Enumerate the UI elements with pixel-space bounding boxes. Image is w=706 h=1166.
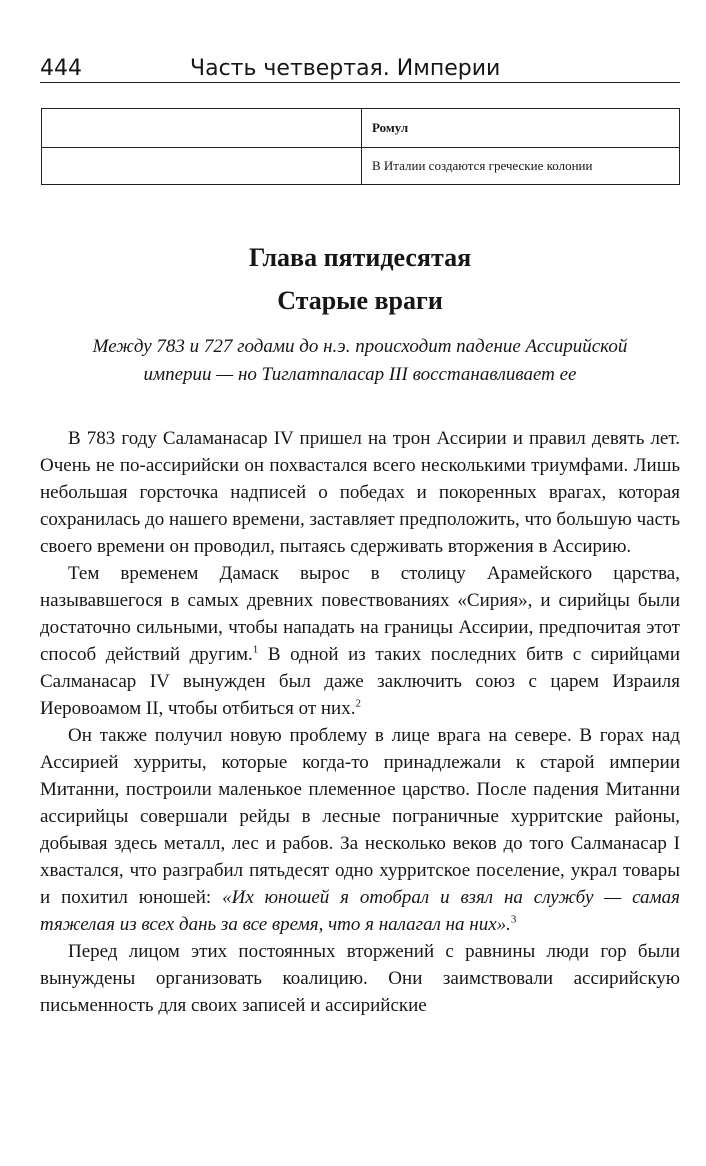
page-number: 444 [40, 56, 82, 81]
paragraph-text: Тем временем Дамаск вырос в столицу Арамейского царства, называвшегося в самых древних повествованиях «Сирия», и сирийцы были достаточно сильными, чтобы нападать на границы Ассирии, предпочитая этот способ действий другим. [40, 563, 680, 665]
table-row [42, 148, 680, 185]
running-header [40, 40, 680, 80]
chapter-epigraph: Между 783 и 727 годами до н.э. происходит падение Ассирийской империи — но Тиглатпаласар III восстанавливает ее [92, 336, 628, 385]
paragraph-text: В 783 году Саламанасар IV пришел на трон Ассирии и правил девять лет. Очень не по-ассирийски он похвастался всего несколькими триумфами. Лишь небольшая горсточка надписей о победах и покоренных врагах, которая сохранилась до нашего времени, заставляет предположить, что большую часть своего времени он проводил, пытаясь сдерживать вторжения в Ассирию. [40, 428, 680, 557]
paragraph-text: Перед лицом этих постоянных вторжений с равнины люди гор были вынуждены организовать коалицию. Они заимствовали ассирийскую письменность для своих записей и ассирийские [40, 941, 680, 1016]
table-cell: Ромул [362, 109, 680, 148]
table-cell [42, 148, 362, 185]
footnote-mark: 2 [355, 697, 361, 710]
footnote-mark: 1 [252, 643, 259, 656]
running-head: Часть четвертая. Империи [190, 56, 501, 81]
table-row [42, 109, 680, 148]
paragraph [40, 560, 680, 722]
body-text [40, 425, 680, 1019]
chapter-title: Старые враги [277, 286, 443, 315]
quotation: «Их юношей я отобрал и взял на службу — самая тяжелая из всех дань за все время, что я налагал на них». [40, 887, 681, 935]
table-cell [42, 109, 362, 148]
paragraph [40, 938, 680, 1019]
header-rule [40, 82, 680, 83]
paragraph-text: Он также получил новую проблему в лице врага на севере. В горах над Ассирией хурриты, которые когда-то принадлежали к старой империи Митанни, построили маленькое племенное царство. После падения Митанни ассирийцы совершали рейды в лесные пограничные хурритские районы, добывая здесь металл, лес и рабов. За несколько веков до того Салманасар I хвастался, что разграбил пятьдесят одно хурритское поселение, украл товары и похитил юношей: [40, 725, 680, 908]
paragraph [40, 425, 680, 560]
paragraph-text: В одной из таких последних битв с сирийцами Салманасар IV вынужден был даже заключить союз с царем Израиля Иеровоамом II, чтобы отбиться от них. [40, 644, 681, 719]
chapter-number: Глава пятидесятая [248, 243, 472, 272]
paragraph [40, 722, 680, 938]
footnote-mark: 3 [510, 913, 517, 926]
table-cell: В Италии создаются греческие колонии [362, 148, 680, 185]
timeline-table [41, 108, 680, 185]
